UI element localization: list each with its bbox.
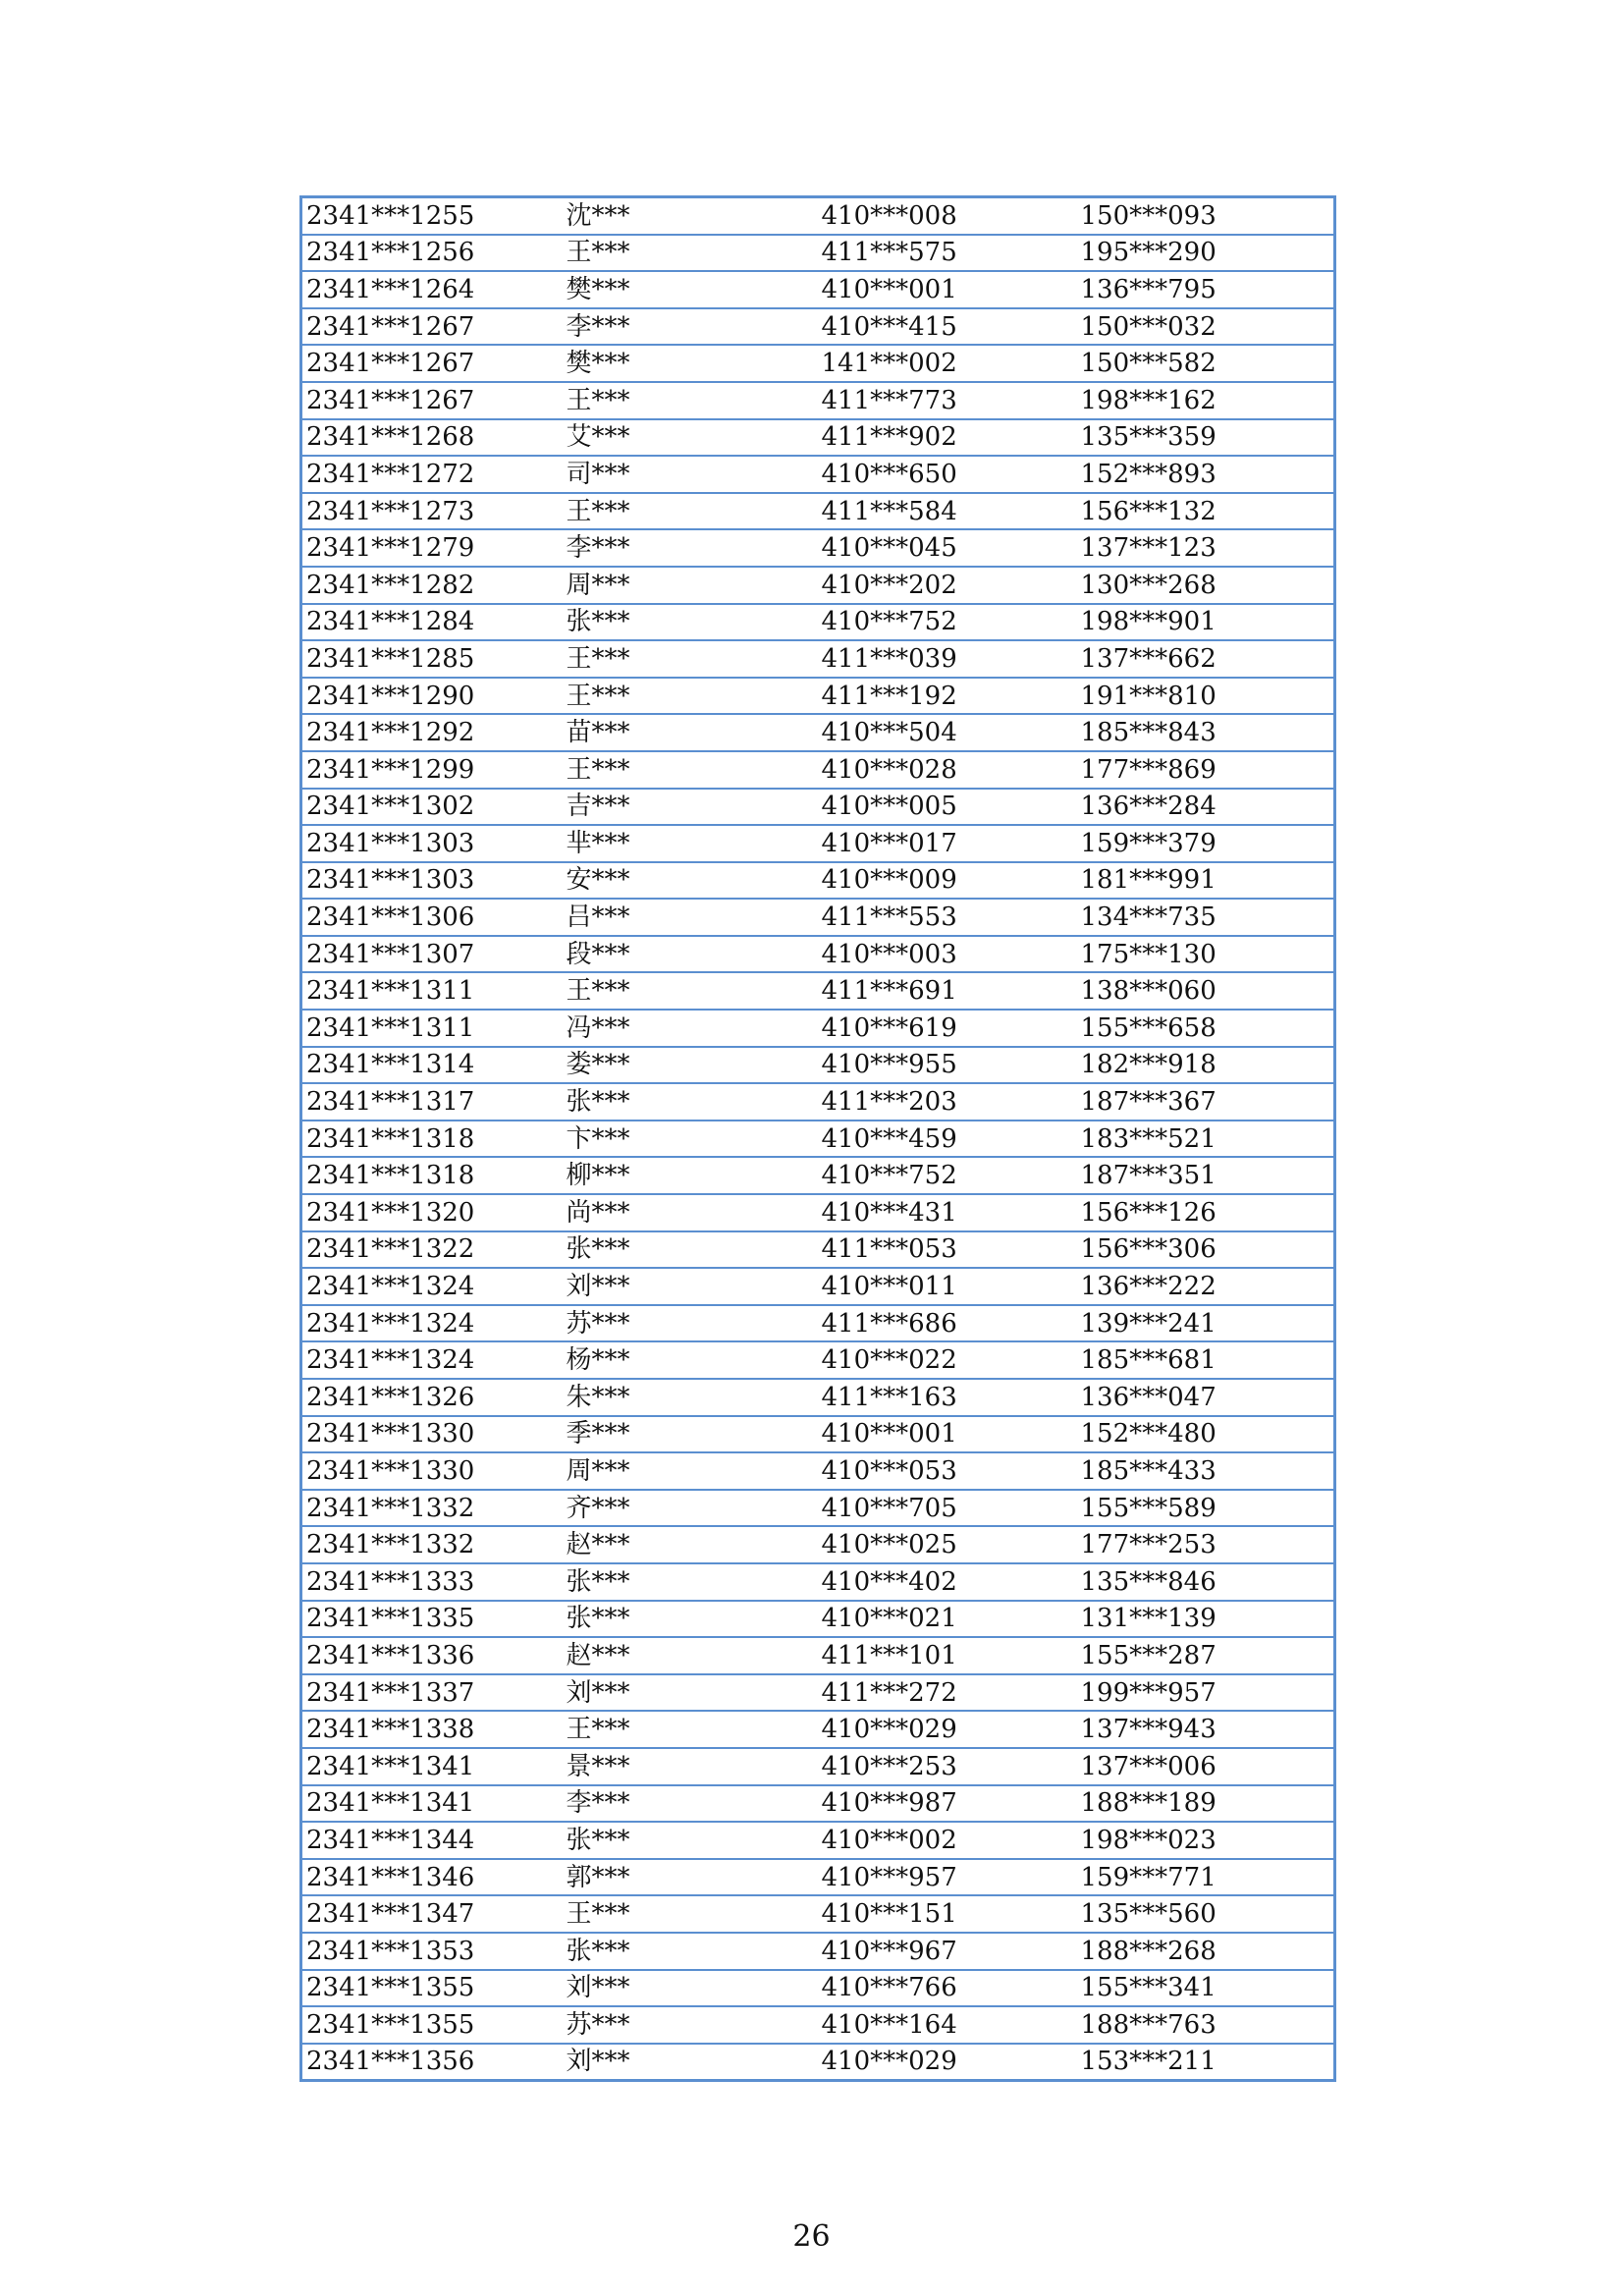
record-id-cell: 2341***1337 xyxy=(301,1674,563,1712)
name-cell: 苗*** xyxy=(563,714,818,751)
phone-cell: 155***341 xyxy=(1077,1970,1335,2007)
record-id-cell: 2341***1335 xyxy=(301,1601,563,1638)
record-id-cell: 2341***1317 xyxy=(301,1083,563,1121)
record-id-cell: 2341***1326 xyxy=(301,1379,563,1416)
id-number-cell: 411***203 xyxy=(818,1083,1077,1121)
id-number-cell: 410***987 xyxy=(818,1785,1077,1823)
table-row xyxy=(301,1933,1335,1970)
record-id-cell: 2341***1330 xyxy=(301,1452,563,1490)
record-id-cell: 2341***1282 xyxy=(301,567,563,604)
name-cell: 刘*** xyxy=(563,1268,818,1305)
name-cell: 沈*** xyxy=(566,200,630,231)
phone-cell: 136***284 xyxy=(1077,789,1335,826)
phone-cell: 150***032 xyxy=(1077,308,1335,346)
record-id-cell: 2341***1355 xyxy=(301,1970,563,2007)
name-cell: 张*** xyxy=(563,604,818,641)
record-id-cell: 2341***1341 xyxy=(301,1748,563,1785)
phone-cell: 191***810 xyxy=(1077,678,1335,715)
record-id-cell: 2341***1302 xyxy=(301,789,563,826)
record-id-cell: 2341***1264 xyxy=(301,271,563,308)
table-row xyxy=(301,1748,1335,1785)
name-cell: 郭*** xyxy=(563,1859,818,1896)
record-id-cell: 2341***1285 xyxy=(301,640,563,678)
record-id-cell: 2341***1255 xyxy=(306,200,475,231)
phone-cell: 152***480 xyxy=(1077,1416,1335,1453)
record-id-cell: 2341***1333 xyxy=(301,1563,563,1601)
name-cell: 张*** xyxy=(563,1601,818,1638)
phone-cell: 185***433 xyxy=(1077,1452,1335,1490)
phone-cell: 137***123 xyxy=(1077,529,1335,567)
name-cell: 王*** xyxy=(563,678,818,715)
table-row xyxy=(301,1010,1335,1047)
name-cell: 刘*** xyxy=(563,2044,818,2081)
name-cell: 苏*** xyxy=(563,1305,818,1342)
id-number-cell: 411***039 xyxy=(818,640,1077,678)
page-number: 26 xyxy=(792,2219,831,2254)
phone-cell: 150***582 xyxy=(1077,345,1335,382)
id-number-cell: 411***053 xyxy=(818,1231,1077,1269)
id-number-cell: 410***253 xyxy=(818,1748,1077,1785)
record-id-cell: 2341***1267 xyxy=(301,345,563,382)
phone-cell: 135***846 xyxy=(1077,1563,1335,1601)
table-row xyxy=(301,604,1335,641)
phone-cell: 199***957 xyxy=(1077,1674,1335,1712)
id-number-cell: 411***584 xyxy=(818,493,1077,530)
name-cell: 王*** xyxy=(563,640,818,678)
table-row xyxy=(301,2006,1335,2044)
record-id-cell: 2341***1338 xyxy=(301,1711,563,1748)
id-number-cell: 410***001 xyxy=(818,1416,1077,1453)
id-number-cell: 410***705 xyxy=(818,1490,1077,1527)
name-cell: 周*** xyxy=(563,1452,818,1490)
phone-cell: 156***126 xyxy=(1077,1194,1335,1231)
table-row xyxy=(301,1268,1335,1305)
name-cell: 王*** xyxy=(563,1711,818,1748)
record-id-cell: 2341***1318 xyxy=(301,1121,563,1158)
record-id-cell: 2341***1332 xyxy=(301,1526,563,1563)
id-number-cell: 410***003 xyxy=(818,936,1077,973)
phone-cell: 183***521 xyxy=(1077,1121,1335,1158)
phone-cell: 175***130 xyxy=(1077,936,1335,973)
table-row xyxy=(301,1194,1335,1231)
phone-cell: 185***681 xyxy=(1077,1341,1335,1379)
record-id-cell: 2341***1307 xyxy=(301,936,563,973)
name-cell: 周*** xyxy=(563,567,818,604)
record-id-cell: 2341***1256 xyxy=(301,235,563,272)
name-cell: 李*** xyxy=(563,529,818,567)
table-row xyxy=(301,1341,1335,1379)
record-table xyxy=(299,195,1336,2082)
table-row xyxy=(301,1895,1335,1933)
name-cell: 张*** xyxy=(563,1563,818,1601)
table-row xyxy=(301,789,1335,826)
name-cell: 赵*** xyxy=(563,1637,818,1674)
table-row xyxy=(301,899,1335,936)
id-number-cell: 410***008 xyxy=(821,200,957,231)
record-id-cell: 2341***1347 xyxy=(301,1895,563,1933)
record-id-cell: 2341***1311 xyxy=(301,972,563,1010)
name-cell: 杨*** xyxy=(563,1341,818,1379)
phone-cell: 198***901 xyxy=(1077,604,1335,641)
phone-cell: 134***735 xyxy=(1077,899,1335,936)
id-number-cell: 410***045 xyxy=(818,529,1077,567)
name-cell: 王*** xyxy=(563,751,818,789)
phone-cell: 187***367 xyxy=(1077,1083,1335,1121)
table-row xyxy=(301,751,1335,789)
table-row xyxy=(301,308,1335,346)
table-row xyxy=(301,1711,1335,1748)
id-number-cell: 141***002 xyxy=(818,345,1077,382)
phone-cell: 131***139 xyxy=(1077,1601,1335,1638)
id-number-cell: 411***163 xyxy=(818,1379,1077,1416)
phone-cell: 187***351 xyxy=(1077,1157,1335,1194)
id-number-cell: 410***431 xyxy=(818,1194,1077,1231)
record-id-cell: 2341***1279 xyxy=(301,529,563,567)
name-cell: 娄*** xyxy=(563,1047,818,1084)
table-row xyxy=(301,1526,1335,1563)
id-number-cell: 411***575 xyxy=(818,235,1077,272)
name-cell: 司*** xyxy=(563,456,818,493)
name-cell: 艾*** xyxy=(563,419,818,457)
id-number-cell: 410***029 xyxy=(818,2044,1077,2081)
record-id-cell: 2341***1324 xyxy=(301,1305,563,1342)
name-cell: 王*** xyxy=(563,382,818,419)
name-cell: 段*** xyxy=(563,936,818,973)
name-cell: 王*** xyxy=(563,972,818,1010)
name-cell: 王*** xyxy=(563,1895,818,1933)
id-number-cell: 410***459 xyxy=(818,1121,1077,1158)
record-id-cell: 2341***1299 xyxy=(301,751,563,789)
record-id-cell: 2341***1314 xyxy=(301,1047,563,1084)
phone-cell: 188***189 xyxy=(1077,1785,1335,1823)
phone-cell: 198***023 xyxy=(1077,1822,1335,1859)
phone-cell: 156***306 xyxy=(1077,1231,1335,1269)
id-number-cell: 411***101 xyxy=(818,1637,1077,1674)
phone-cell: 136***795 xyxy=(1077,271,1335,308)
record-id-cell: 2341***1324 xyxy=(301,1341,563,1379)
table-row xyxy=(301,1416,1335,1453)
phone-cell: 136***222 xyxy=(1077,1268,1335,1305)
phone-cell: 198***162 xyxy=(1077,382,1335,419)
record-id-cell: 2341***1341 xyxy=(301,1785,563,1823)
table-row xyxy=(301,1121,1335,1158)
record-id-cell: 2341***1330 xyxy=(301,1416,563,1453)
record-id-cell: 2341***1320 xyxy=(301,1194,563,1231)
name-cell: 张*** xyxy=(563,1231,818,1269)
name-cell: 王*** xyxy=(563,493,818,530)
table-row xyxy=(301,567,1335,604)
record-id-cell: 2341***1332 xyxy=(301,1490,563,1527)
id-number-cell: 410***005 xyxy=(818,789,1077,826)
phone-cell: 185***843 xyxy=(1077,714,1335,751)
id-number-cell: 410***967 xyxy=(818,1933,1077,1970)
phone-cell: 136***047 xyxy=(1077,1379,1335,1416)
id-number-cell: 410***752 xyxy=(818,604,1077,641)
table-row xyxy=(301,419,1335,457)
record-id-cell: 2341***1284 xyxy=(301,604,563,641)
table-row xyxy=(301,271,1335,308)
id-number-cell: 410***752 xyxy=(818,1157,1077,1194)
table-row xyxy=(301,1379,1335,1416)
id-number-cell: 410***022 xyxy=(818,1341,1077,1379)
table-row xyxy=(301,197,1335,235)
name-cell: 季*** xyxy=(563,1416,818,1453)
name-cell: 景*** xyxy=(563,1748,818,1785)
id-number-cell: 411***192 xyxy=(818,678,1077,715)
table-row xyxy=(301,2044,1335,2081)
phone-cell: 182***918 xyxy=(1077,1047,1335,1084)
id-number-cell: 410***955 xyxy=(818,1047,1077,1084)
record-id-cell: 2341***1324 xyxy=(301,1268,563,1305)
id-number-cell: 410***619 xyxy=(818,1010,1077,1047)
record-id-cell: 2341***1344 xyxy=(301,1822,563,1859)
name-cell: 刘*** xyxy=(563,1674,818,1712)
id-number-cell: 410***053 xyxy=(818,1452,1077,1490)
id-number-cell: 410***029 xyxy=(818,1711,1077,1748)
record-id-cell: 2341***1322 xyxy=(301,1231,563,1269)
record-id-cell: 2341***1336 xyxy=(301,1637,563,1674)
table-row xyxy=(301,714,1335,751)
table-row xyxy=(301,1970,1335,2007)
name-cell: 朱*** xyxy=(563,1379,818,1416)
record-id-cell: 2341***1290 xyxy=(301,678,563,715)
id-number-cell: 411***272 xyxy=(818,1674,1077,1712)
id-number-cell: 410***402 xyxy=(818,1563,1077,1601)
name-cell: 张*** xyxy=(563,1083,818,1121)
id-number-cell: 410***957 xyxy=(818,1859,1077,1896)
name-cell: 李*** xyxy=(563,308,818,346)
record-id-cell: 2341***1318 xyxy=(301,1157,563,1194)
record-id-cell: 2341***1273 xyxy=(301,493,563,530)
table-row xyxy=(301,1822,1335,1859)
table-row xyxy=(301,493,1335,530)
name-cell: 苏*** xyxy=(563,2006,818,2044)
id-number-cell: 410***202 xyxy=(818,567,1077,604)
name-cell: 芈*** xyxy=(563,825,818,862)
phone-cell: 181***991 xyxy=(1077,862,1335,900)
id-number-cell: 410***011 xyxy=(818,1268,1077,1305)
phone-cell: 130***268 xyxy=(1077,567,1335,604)
id-number-cell: 411***691 xyxy=(818,972,1077,1010)
id-number-cell: 410***164 xyxy=(818,2006,1077,2044)
table-row xyxy=(301,529,1335,567)
phone-cell: 139***241 xyxy=(1077,1305,1335,1342)
record-table-body xyxy=(301,197,1335,2081)
table-row xyxy=(301,345,1335,382)
phone-cell: 155***589 xyxy=(1077,1490,1335,1527)
phone-cell: 155***658 xyxy=(1077,1010,1335,1047)
record-id-cell: 2341***1306 xyxy=(301,899,563,936)
id-number-cell: 410***766 xyxy=(818,1970,1077,2007)
name-cell: 樊*** xyxy=(563,271,818,308)
name-cell: 齐*** xyxy=(563,1490,818,1527)
record-id-cell: 2341***1356 xyxy=(301,2044,563,2081)
record-id-cell: 2341***1292 xyxy=(301,714,563,751)
phone-cell: 195***290 xyxy=(1077,235,1335,272)
id-number-cell: 411***902 xyxy=(818,419,1077,457)
table-row xyxy=(301,1490,1335,1527)
table-row xyxy=(301,456,1335,493)
name-cell: 张*** xyxy=(563,1933,818,1970)
record-id-cell: 2341***1353 xyxy=(301,1933,563,1970)
table-row xyxy=(301,1231,1335,1269)
name-cell: 尚*** xyxy=(563,1194,818,1231)
name-cell: 樊*** xyxy=(563,345,818,382)
name-cell: 刘*** xyxy=(563,1970,818,2007)
phone-cell: 188***268 xyxy=(1077,1933,1335,1970)
table-row xyxy=(301,1452,1335,1490)
table-row xyxy=(301,1047,1335,1084)
record-id-cell: 2341***1311 xyxy=(301,1010,563,1047)
record-id-cell: 2341***1303 xyxy=(301,862,563,900)
phone-cell: 177***869 xyxy=(1077,751,1335,789)
name-cell: 李*** xyxy=(563,1785,818,1823)
record-id-cell: 2341***1267 xyxy=(301,382,563,419)
table-row xyxy=(301,235,1335,272)
id-number-cell: 410***028 xyxy=(818,751,1077,789)
record-id-cell: 2341***1355 xyxy=(301,2006,563,2044)
table-row xyxy=(301,382,1335,419)
phone-cell: 156***132 xyxy=(1077,493,1335,530)
record-id-cell: 2341***1267 xyxy=(301,308,563,346)
table-row xyxy=(301,1083,1335,1121)
id-number-cell: 410***009 xyxy=(818,862,1077,900)
phone-cell: 137***662 xyxy=(1077,640,1335,678)
phone-cell: 177***253 xyxy=(1077,1526,1335,1563)
record-id-cell: 2341***1303 xyxy=(301,825,563,862)
id-number-cell: 410***021 xyxy=(818,1601,1077,1638)
phone-cell: 152***893 xyxy=(1077,456,1335,493)
id-number-cell: 411***773 xyxy=(818,382,1077,419)
name-cell: 卞*** xyxy=(563,1121,818,1158)
record-id-cell: 2341***1346 xyxy=(301,1859,563,1896)
phone-cell: 150***093 xyxy=(1080,200,1217,231)
phone-cell: 153***211 xyxy=(1077,2044,1335,2081)
id-number-cell: 410***017 xyxy=(818,825,1077,862)
name-cell: 张*** xyxy=(563,1822,818,1859)
table-row xyxy=(301,1785,1335,1823)
id-number-cell: 410***025 xyxy=(818,1526,1077,1563)
table-row xyxy=(301,972,1335,1010)
table-row xyxy=(301,1157,1335,1194)
name-cell: 冯*** xyxy=(563,1010,818,1047)
phone-cell: 188***763 xyxy=(1077,2006,1335,2044)
phone-cell: 137***943 xyxy=(1077,1711,1335,1748)
table-row xyxy=(301,936,1335,973)
name-cell: 吕*** xyxy=(563,899,818,936)
table-row xyxy=(301,640,1335,678)
id-number-cell: 410***650 xyxy=(818,456,1077,493)
id-number-cell: 410***415 xyxy=(818,308,1077,346)
id-number-cell: 411***686 xyxy=(818,1305,1077,1342)
table-row xyxy=(301,1637,1335,1674)
table-row xyxy=(301,862,1335,900)
phone-cell: 138***060 xyxy=(1077,972,1335,1010)
table-row xyxy=(301,1305,1335,1342)
id-number-cell: 410***504 xyxy=(818,714,1077,751)
table-row xyxy=(301,1674,1335,1712)
record-id-cell: 2341***1268 xyxy=(301,419,563,457)
id-number-cell: 410***001 xyxy=(818,271,1077,308)
name-cell: 吉*** xyxy=(563,789,818,826)
phone-cell: 155***287 xyxy=(1077,1637,1335,1674)
phone-cell: 137***006 xyxy=(1077,1748,1335,1785)
id-number-cell: 411***553 xyxy=(818,899,1077,936)
table-row xyxy=(301,678,1335,715)
table-row xyxy=(301,825,1335,862)
record-id-cell: 2341***1272 xyxy=(301,456,563,493)
id-number-cell: 410***002 xyxy=(818,1822,1077,1859)
phone-cell: 159***379 xyxy=(1077,825,1335,862)
table-row xyxy=(301,1601,1335,1638)
name-cell: 安*** xyxy=(563,862,818,900)
table-row xyxy=(301,1859,1335,1896)
phone-cell: 135***560 xyxy=(1077,1895,1335,1933)
name-cell: 柳*** xyxy=(563,1157,818,1194)
phone-cell: 135***359 xyxy=(1077,419,1335,457)
phone-cell: 159***771 xyxy=(1077,1859,1335,1896)
id-number-cell: 410***151 xyxy=(818,1895,1077,1933)
name-cell: 赵*** xyxy=(563,1526,818,1563)
table-row xyxy=(301,1563,1335,1601)
name-cell: 王*** xyxy=(563,235,818,272)
